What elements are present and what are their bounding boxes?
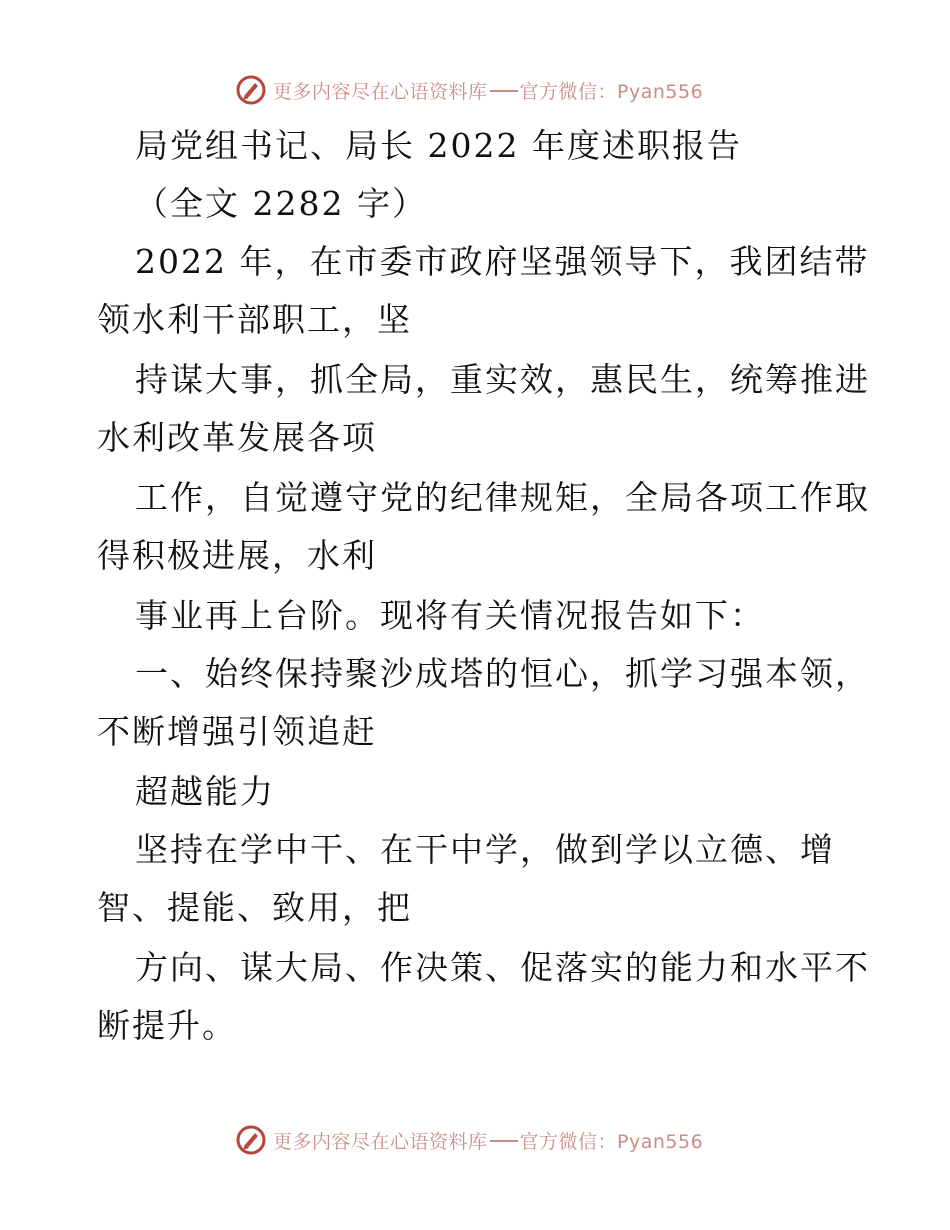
paragraph-line: 方向、谋大局、作决策、促落实的能力和水平不 (135, 948, 870, 987)
watermark-text: 更多内容尽在心语资料库 官方微信：Pyan556 (273, 1130, 704, 1153)
watermark-banner-bottom (235, 1122, 755, 1158)
paragraph-line: 2022 年，在市委市政府坚强领导下，我团结带 (135, 242, 870, 281)
document-title: 局党组书记、局长 2022 年度述职报告 (135, 126, 742, 165)
paragraph-line: 得积极进展，水利 (97, 536, 377, 575)
watermark-logo-icon (235, 1124, 267, 1156)
section-heading-line: 一、始终保持聚沙成塔的恒心，抓学习强本领， (135, 654, 870, 693)
paragraph-line: 水利改革发展各项 (97, 418, 377, 457)
paragraph-line: 事业再上台阶。现将有关情况报告如下： (135, 596, 765, 635)
paragraph-line: 持谋大事，抓全局，重实效，惠民生，统筹推进 (135, 360, 870, 399)
paragraph-line: 断提升。 (97, 1006, 237, 1045)
paragraph-line: 坚持在学中干、在干中学，做到学以立德、增 (135, 830, 835, 869)
section-heading-line: 超越能力 (135, 772, 275, 811)
paragraph-line: 工作，自觉遵守党的纪律规矩，全局各项工作取 (135, 478, 870, 517)
section-heading-line: 不断增强引领追赶 (97, 712, 377, 751)
paragraph-line: 智、提能、致用，把 (97, 888, 412, 927)
watermark-text: 更多内容尽在心语资料库 官方微信：Pyan556 (273, 80, 704, 103)
document-subtitle: （全文 2282 字） (135, 184, 427, 223)
paragraph-line: 领水利干部职工，坚 (97, 300, 412, 339)
